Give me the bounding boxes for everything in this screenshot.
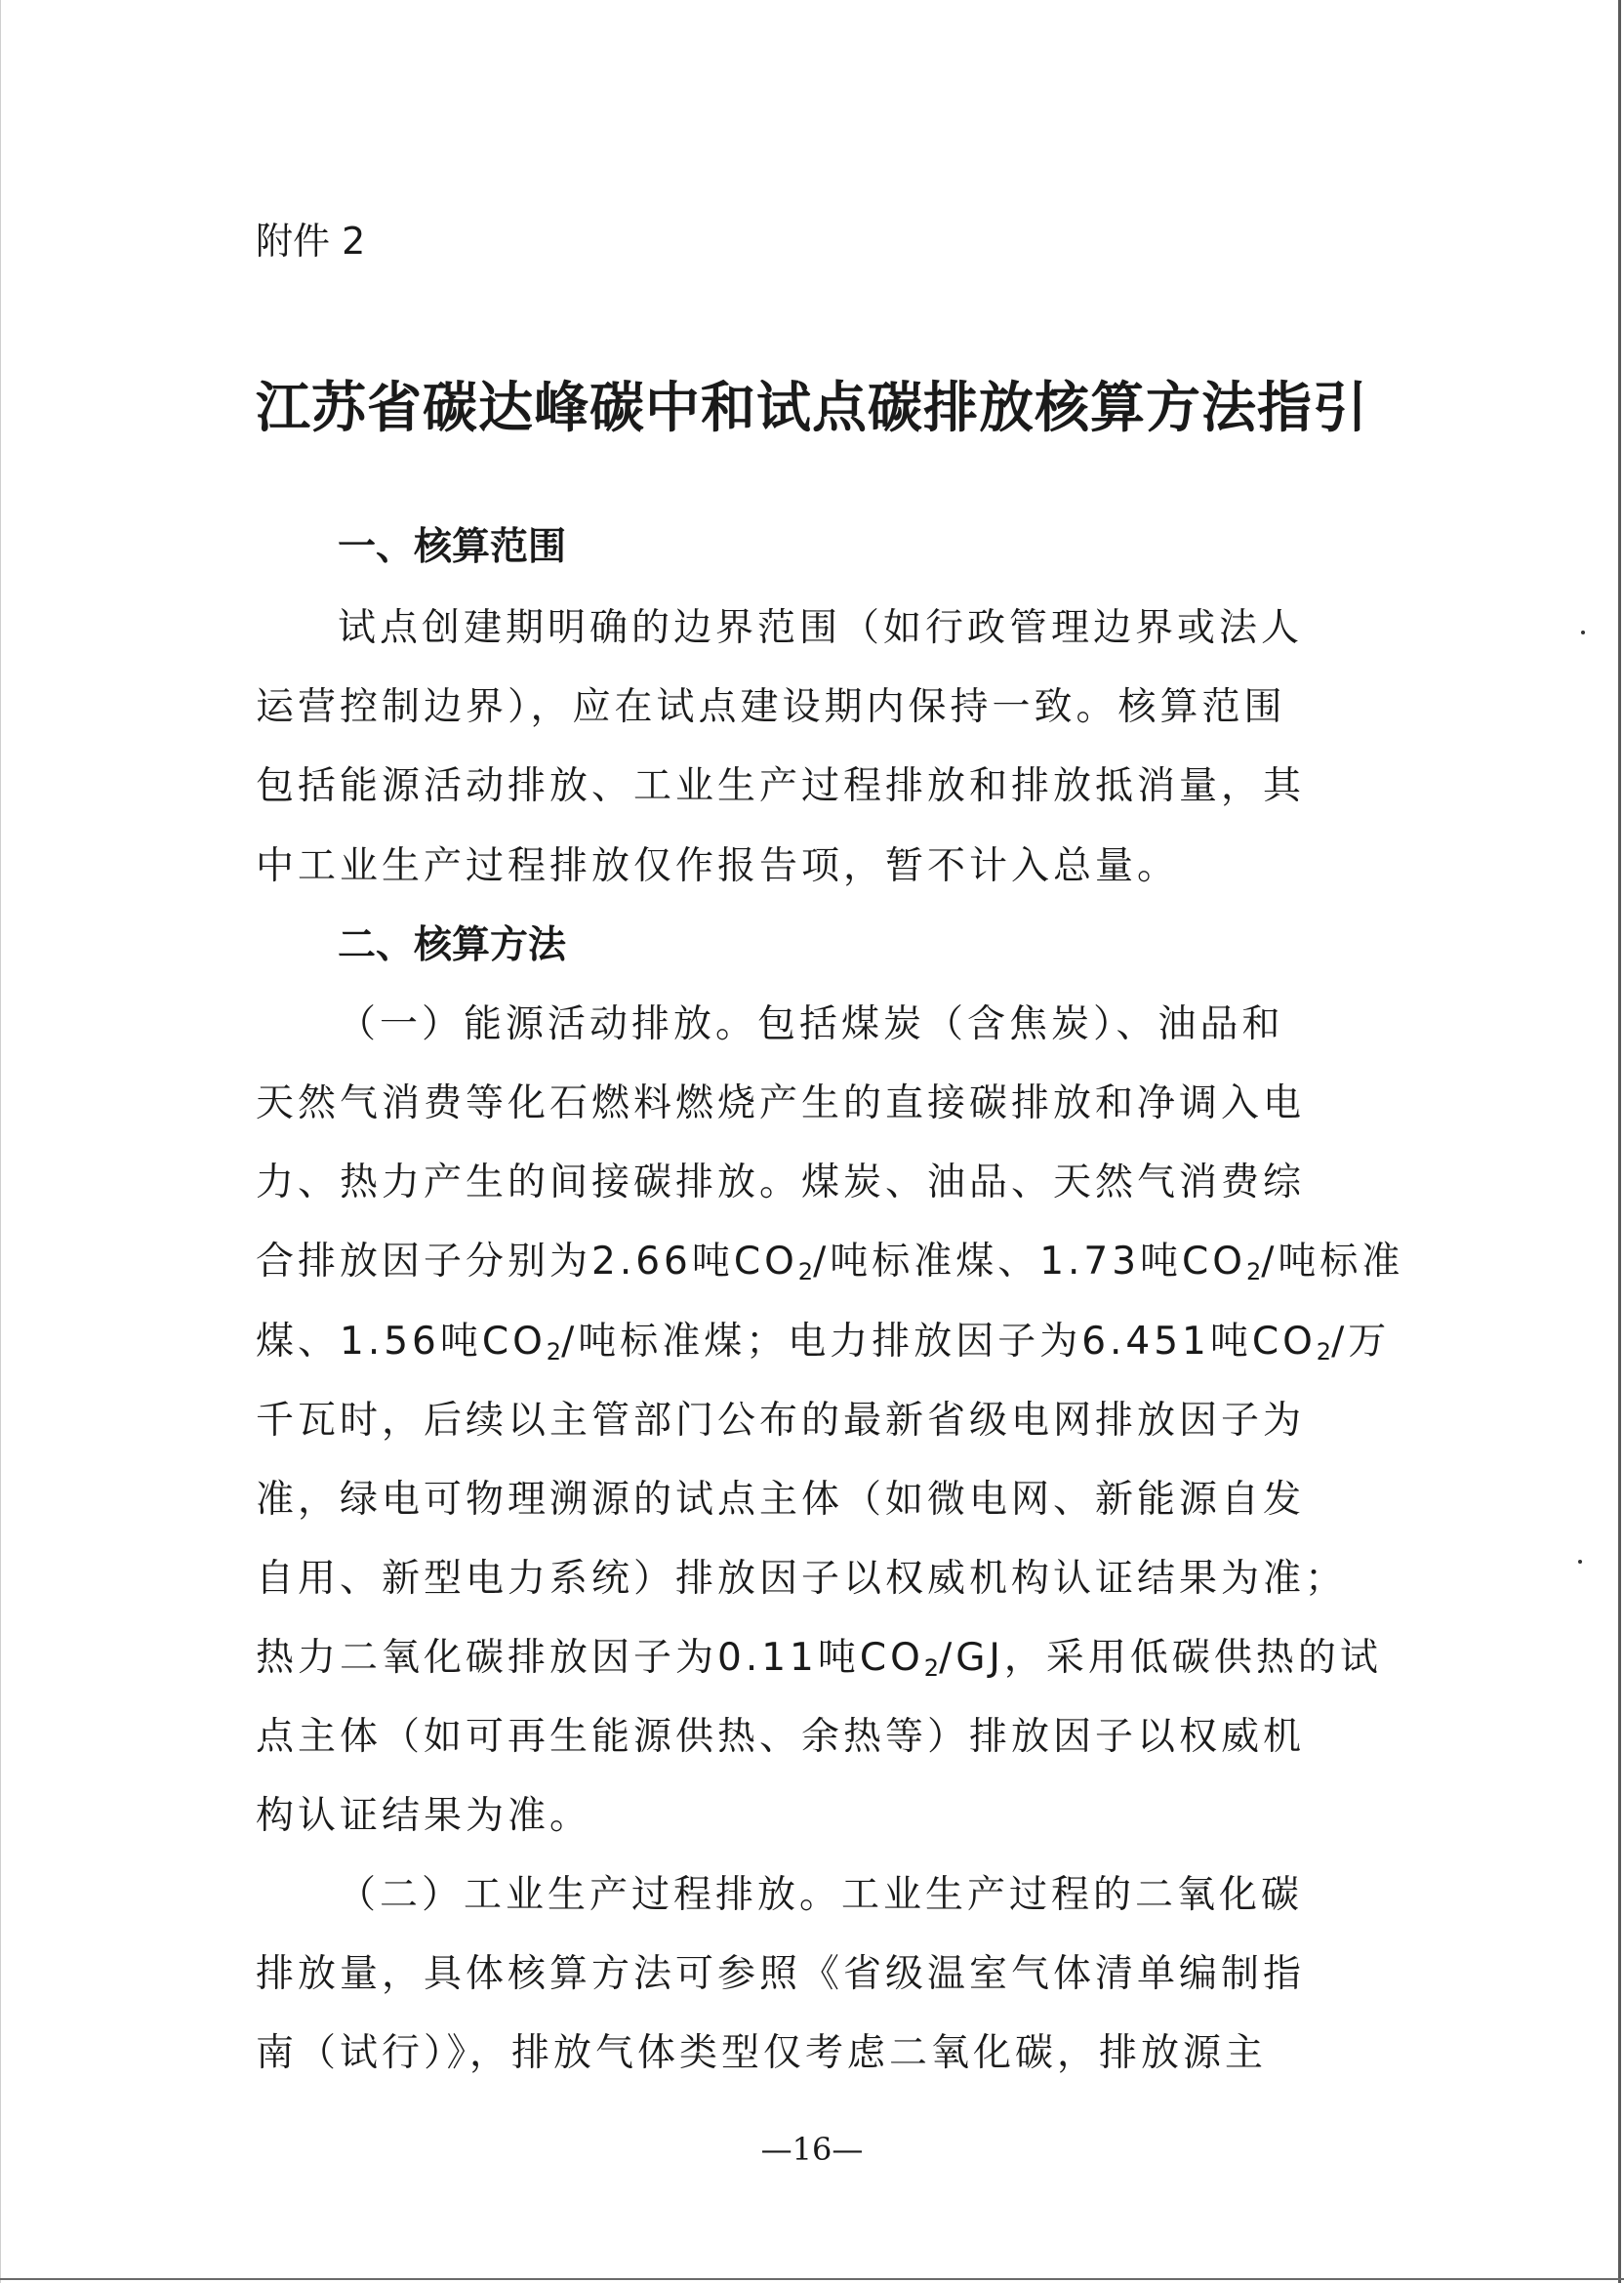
- paragraph-line: 南（试行）》，排放气体类型仅考虑二氧化碳，排放源主: [256, 2031, 1268, 2075]
- document-title: 江苏省碳达峰碳中和试点碳排放核算方法指引: [256, 376, 1368, 440]
- page-number: —16—: [760, 2131, 864, 2168]
- scan-edge-right: [1618, 0, 1621, 2283]
- paragraph-line: 热力二氧化碳排放因子为0.11吨$CO_2/GJ$，采用低碳供热的试: [256, 1636, 1382, 1682]
- paragraph-line: 包括能源活动排放、工业生产过程排放和排放抵消量，其: [256, 764, 1306, 808]
- section-heading-scope: 一、核算范围: [338, 525, 567, 569]
- paragraph-line: 煤、1.56吨$CO_2/$吨标准煤；电力排放因子为6.451吨$CO_2/$万: [256, 1320, 1391, 1366]
- paragraph-line: （二）工业生产过程排放。工业生产过程的二氧化碳: [338, 1873, 1304, 1917]
- paragraph-line: 准，绿电可物理溯源的试点主体（如微电网、新能源自发: [256, 1478, 1306, 1522]
- scan-edge-bottom: [0, 2278, 1624, 2280]
- paragraph-line: 千瓦时，后续以主管部门公布的最新省级电网排放因子为: [256, 1399, 1306, 1443]
- paragraph-line: 试点创建期明确的边界范围（如行政管理边界或法人: [338, 606, 1304, 650]
- paragraph-line: 构认证结果为准。: [256, 1794, 592, 1838]
- paragraph-line: 中工业生产过程排放仅作报告项，暂不计入总量。: [256, 844, 1180, 888]
- scan-speck: [1578, 1560, 1582, 1564]
- paragraph-line: 合排放因子分别为2.66吨$CO_2/$吨标准煤、1.73吨$CO_2/$吨标准: [256, 1240, 1404, 1285]
- paragraph-line: 排放量，具体核算方法可参照《省级温室气体清单编制指: [256, 1952, 1306, 1996]
- paragraph-line: 运营控制边界），应在试点建设期内保持一致。核算范围: [256, 685, 1286, 729]
- scan-speck: [1581, 631, 1585, 634]
- paragraph-line: 天然气消费等化石燃料燃烧产生的直接碳排放和净调入电: [256, 1081, 1306, 1125]
- paragraph-line: 自用、新型电力系统）排放因子以权威机构认证结果为准；: [256, 1557, 1348, 1601]
- attachment-label: 附件 2: [256, 220, 366, 263]
- paragraph-line: （一）能源活动排放。包括煤炭（含焦炭）、油品和: [338, 1002, 1284, 1046]
- scan-edge-left: [0, 0, 1, 2283]
- paragraph-line: 点主体（如可再生能源供热、余热等）排放因子以权威机: [256, 1715, 1306, 1759]
- paragraph-line: 力、热力产生的间接碳排放。煤炭、油品、天然气消费综: [256, 1161, 1306, 1204]
- section-heading-method: 二、核算方法: [338, 923, 567, 967]
